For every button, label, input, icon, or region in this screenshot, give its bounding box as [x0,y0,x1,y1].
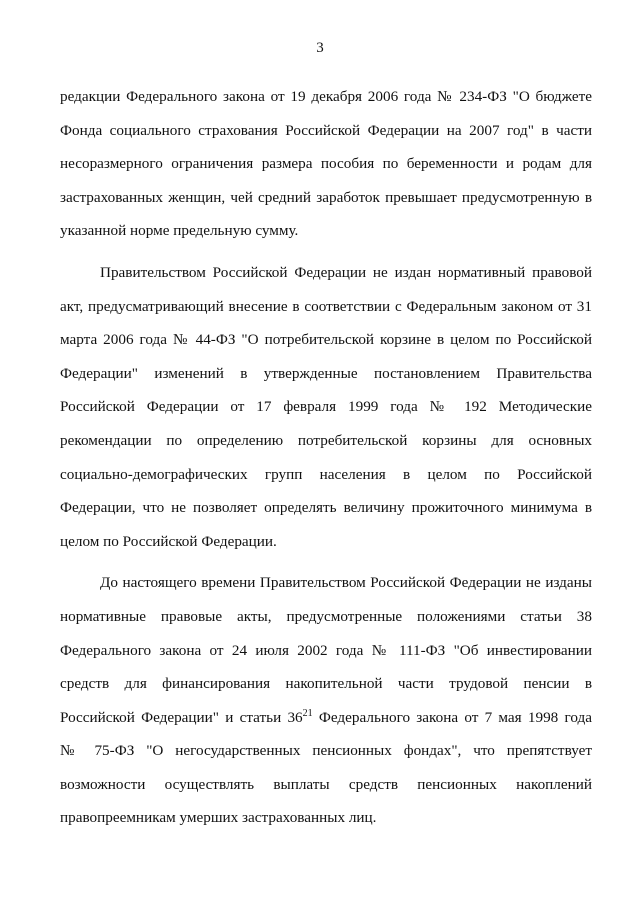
paragraph-3 [60,566,592,835]
line-prefix: Российской Федерации" и статьи 36 [60,708,303,726]
paragraph-line: правопреемникам умерших застрахованных лиц. [60,809,377,827]
paragraph-line: средств для финансирования накопительной части трудовой пенсии в [60,675,592,693]
paragraph-line: Федерации" изменений в утвержденные постановлением Правительства [60,364,592,382]
paragraph-line: рекомендации по определению потребительской корзины для основных [60,431,592,449]
paragraph-line: несоразмерного ограничения размера пособия по беременности и родам для [60,155,592,173]
paragraph-line: Федерации, что не позволяет определять величину прожиточного минимума в [60,499,592,517]
paragraph-line: № 75-ФЗ "О негосударственных пенсионных фондах", что препятствует [60,742,592,760]
article-superscript: 21 [302,707,313,719]
paragraph-line: социально-демографических групп населения в целом по Российской [60,465,592,483]
paragraph-line: марта 2006 года № 44-ФЗ "О потребительской корзине в целом по Российской [60,331,592,349]
paragraph-line: Правительством Российской Федерации не издан нормативный правовой [100,263,592,281]
paragraph-line: Фонда социального страхования Российской Федерации на 2007 год" в части [60,121,592,139]
paragraph-1 [60,80,592,248]
page-number: 3 [316,40,324,56]
paragraph-line: редакции Федерального закона от 19 декабря 2006 года № 234-ФЗ "О бюджете [60,88,592,105]
paragraph-line: указанной норме предельную сумму. [60,222,299,240]
paragraph-2 [60,256,592,558]
paragraph-line: возможности осуществлять выплаты средств пенсионных накоплений [60,775,592,793]
paragraph-line: До настоящего времени Правительством Российской Федерации не изданы [100,574,592,592]
paragraph-line: нормативные правовые акты, предусмотренные положениями статьи 38 [60,607,592,625]
document-body [60,80,592,835]
paragraph-line-with-superscript [60,701,592,735]
paragraph-line: Российской Федерации от 17 февраля 1999 года № 192 Методические [60,398,592,416]
paragraph-line: застрахованных женщин, чей средний заработок превышает предусмотренную в [60,188,592,206]
paragraph-line: акт, предусматривающий внесение в соответствии с Федеральным законом от 31 [60,297,592,315]
paragraph-line: целом по Российской Федерации. [60,532,277,550]
paragraph-line: Федерального закона от 24 июля 2002 года № 111-ФЗ "Об инвестировании [60,641,592,659]
line-suffix: Федерального закона от 7 мая 1998 года [312,708,592,726]
